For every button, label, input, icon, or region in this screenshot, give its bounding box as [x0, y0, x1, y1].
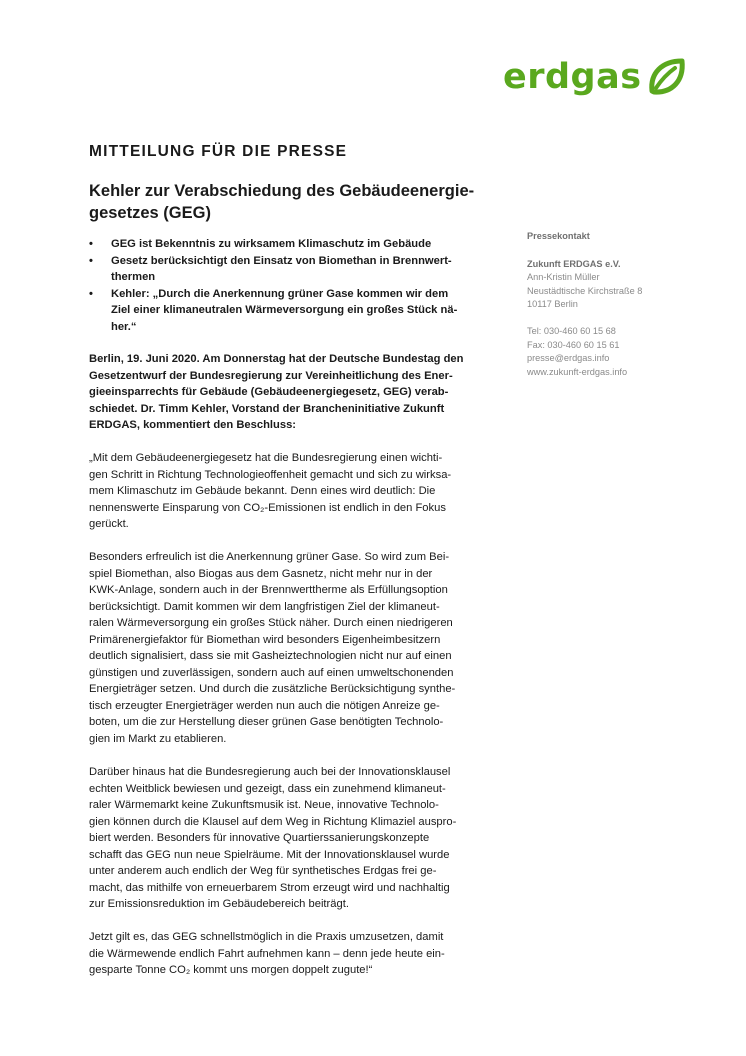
key-point-line: her.“ [111, 320, 137, 333]
text-line: gen Schritt in Richtung Technologieoffenheit gemacht und sich zu wirksa- [89, 468, 452, 481]
brand-logo [503, 54, 688, 100]
text-line: ERDGAS, kommentiert den Beschluss: [89, 419, 297, 431]
contact-fax: Fax: 030-460 60 15 61 [527, 339, 620, 350]
text-line: deutlich signalisiert, dass sie mit Gasheiztechnologien nicht nur auf einen [89, 650, 452, 662]
text-line: Besonders erfreulich ist die Anerkennung grüner Gase. So wird zum Bei- [89, 551, 450, 563]
headline-line: Kehler zur Verabschiedung des Gebäudeenergie- [89, 182, 475, 200]
logo-wordmark: erdgas [503, 57, 642, 97]
contact-email[interactable]: presse@erdgas.info [527, 353, 610, 363]
text-line: zur Emissionsreduktion im Gebäudebereich beiträgt. [89, 898, 349, 910]
body-paragraph [89, 450, 509, 533]
headline-line: gesetzes (GEG) [89, 204, 211, 222]
text-line: günstigen und zuverlässigen, sondern auch auf einen umweltschonenden [89, 666, 454, 679]
text-line: gerückt. [89, 518, 129, 530]
text-line: spiel Biomethan, also Biogas aus dem Gasnetz, nicht mehr nur in der [89, 567, 433, 580]
contact-city: 10117 Berlin [527, 299, 578, 309]
text-line: KWK-Anlage, sondern auch in der Brennwerttherme als Erfüllungsoption [89, 584, 448, 596]
text-line: gien können durch die Klausel auf dem Weg in Richtung Klimaziel auspro- [89, 815, 457, 828]
text-line: tisch erzeugter Energieträger werden nun auch die nötigen Anreize ge- [89, 699, 440, 712]
key-point-line: thermen [111, 271, 156, 283]
text-line: biert werden. Besonders für innovative Quartierssanierungskonzepte [89, 832, 430, 844]
headline [89, 180, 509, 224]
text-line: nennenswerte Einsparung von CO₂-Emissionen ist endlich in den Fokus [89, 501, 446, 514]
text-line: Berlin, 19. Juni 2020. Am Donnerstag hat der Deutsche Bundestag den [89, 353, 464, 365]
press-contact [527, 230, 727, 379]
key-point-line: Ziel einer klimaneutralen Wärmeversorgung ein großes Stück nä- [111, 304, 458, 316]
leaf-icon [644, 55, 688, 99]
body-paragraph [89, 764, 509, 913]
press-contact-heading: Pressekontakt [527, 231, 590, 241]
key-point [89, 236, 509, 253]
text-line: gesparte Tonne CO₂ kommt uns morgen doppelt zugute!“ [89, 964, 373, 976]
key-point-line: • Gesetz berücksichtigt den Einsatz von Biomethan in Brennwert- [111, 254, 452, 267]
text-line: mem Klimaschutz im Gebäude bekannt. Denn eines wird deutlich: Die [89, 485, 436, 497]
text-line: boten, um die zur Herstellung dieser grünen Gase benötigten Technolo- [89, 716, 444, 728]
text-line: raler Wärmemarkt keine Zukunftsmusik ist. Neue, innovative Technolo- [89, 799, 439, 811]
text-line: gieeinsparrechts für Gebäude (Gebäudeenergiegesetz, GEG) verab- [89, 386, 449, 398]
lead-paragraph [89, 351, 509, 434]
key-point-line: • GEG ist Bekenntnis zu wirksamem Klimaschutz im Gebäude [111, 238, 432, 250]
contact-street: Neustädtische Kirchstraße 8 [527, 285, 643, 296]
body-paragraph [89, 549, 509, 747]
body-paragraph [89, 929, 509, 979]
text-line: Primärenergiefaktor für Biomethan wird besonders Eigenheimbesitzern [89, 633, 441, 646]
text-line: echten Weitblick bewiesen und gezeigt, dass ein zunehmend klimaneut- [89, 782, 446, 795]
contact-website[interactable]: www.zukunft-erdgas.info [527, 366, 628, 377]
text-line: macht, das mithilfe von erneuerbarem Strom erzeugt wird und nachhaltig [89, 881, 450, 894]
text-line: Darüber hinaus hat die Bundesregierung auch bei der Innovationsklausel [89, 766, 451, 778]
text-line: gien im Markt zu etablieren. [89, 732, 227, 745]
text-line: schafft das GEG nun neue Spielräume. Mit der Innovationsklausel wurde [89, 848, 450, 861]
press-release-label: MITTEILUNG FÜR DIE PRESSE [89, 143, 348, 160]
spacer [527, 312, 727, 326]
text-line: ralen Wärmeversorgung ein großes Stück näher. Durch einen niedrigeren [89, 617, 453, 629]
text-line: Gesetzentwurf der Bundesregierung zur Vereinheitlichung des Ener- [89, 369, 453, 382]
key-point [89, 253, 509, 286]
key-point-line: • Kehler: „Durch die Anerkennung grüner Gase kommen wir dem [111, 287, 449, 300]
text-line: Jetzt gilt es, das GEG schnellstmöglich in die Praxis umzusetzen, damit [89, 931, 444, 943]
text-line: Energieträger setzen. Und durch die zusätzliche Berücksichtigung synthe- [89, 683, 456, 695]
contact-phone: Tel: 030-460 60 15 68 [527, 326, 616, 336]
text-line: schiedet. Dr. Timm Kehler, Vorstand der Brancheninitiative Zukunft [89, 402, 445, 415]
text-line: berücksichtigt. Damit kommen wir dem langfristigen Ziel der klimaneut- [89, 600, 440, 613]
text-line: „Mit dem Gebäudeenergiegesetz hat die Bundesregierung einen wichti- [89, 452, 443, 464]
key-point [89, 286, 509, 336]
key-points-list [89, 236, 509, 335]
text-line: die Wärmewende endlich Fahrt aufnehmen kann – denn jede heute ein- [89, 947, 445, 960]
text-line: unter anderem auch endlich der Weg für synthetisches Erdgas frei ge- [89, 865, 437, 877]
contact-name: Ann-Kristin Müller [527, 272, 600, 282]
contact-organization: Zukunft ERDGAS e.V. [527, 258, 621, 269]
